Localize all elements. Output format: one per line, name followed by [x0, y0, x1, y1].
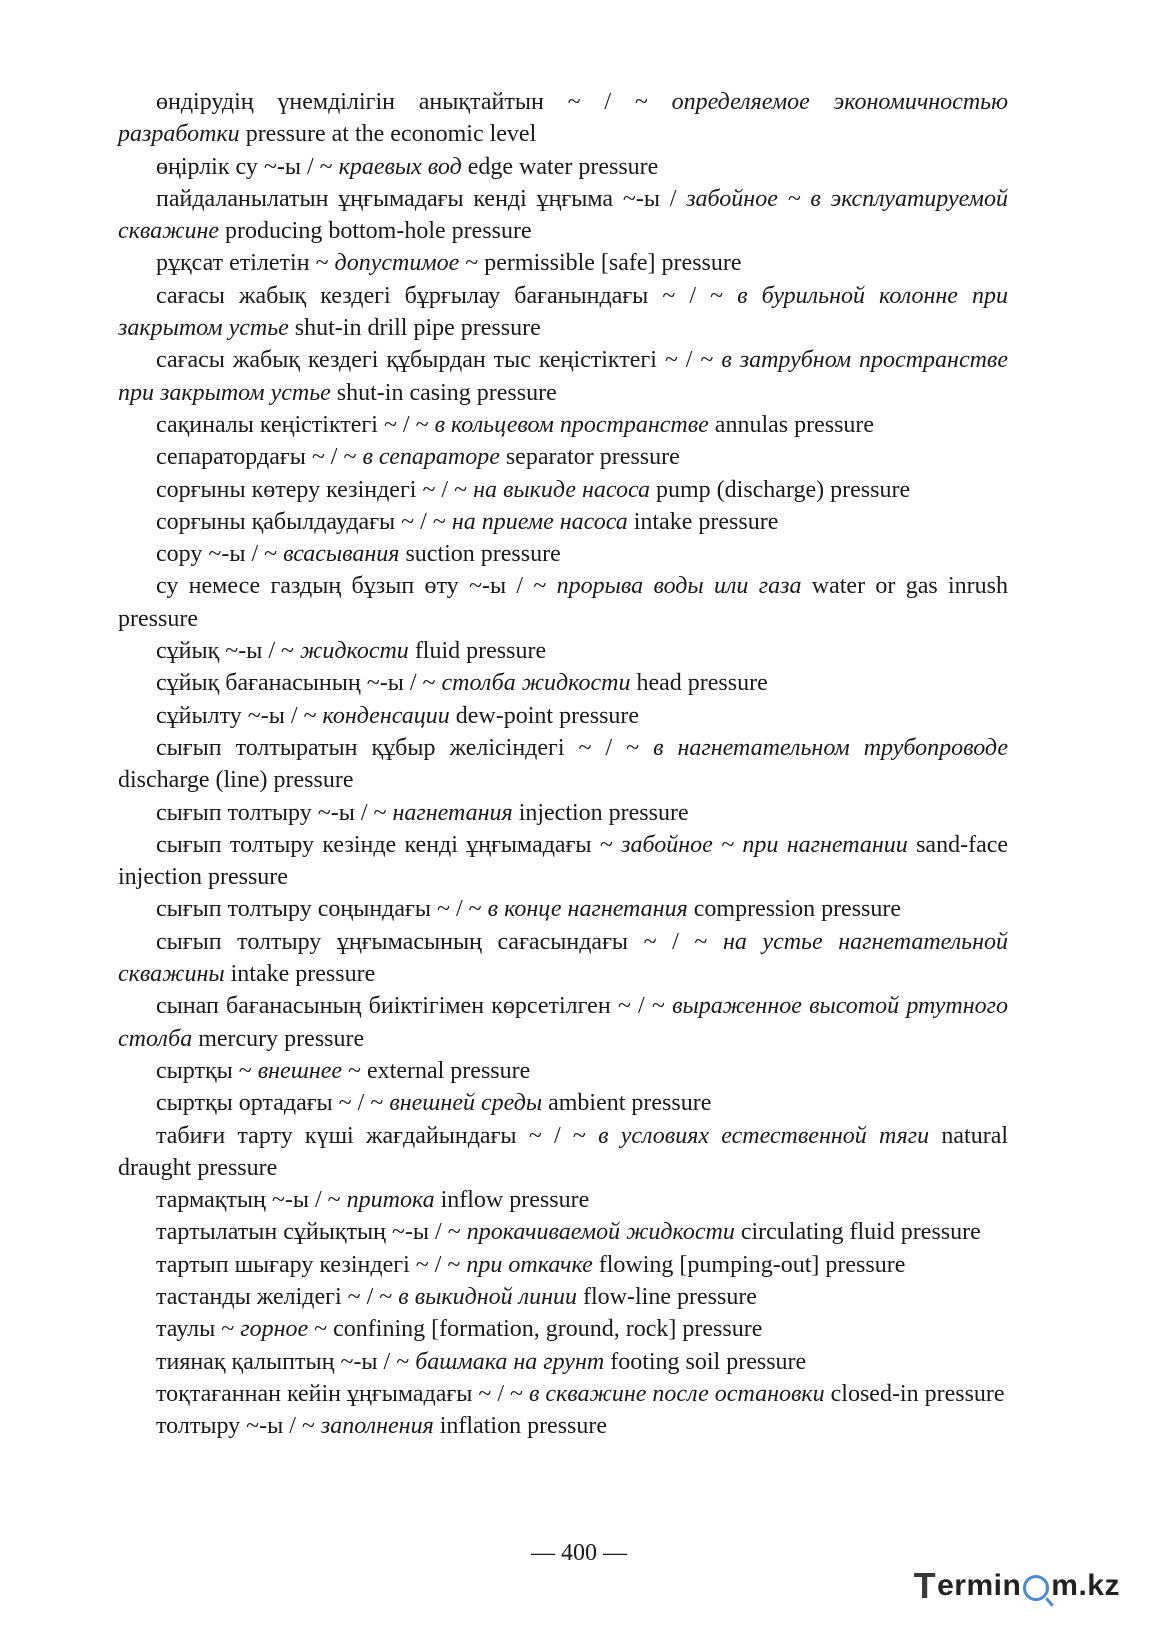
english-term: ambient pressure: [548, 1090, 712, 1117]
dictionary-entry: [118, 183, 1008, 248]
dictionary-entry: [118, 151, 1008, 183]
kazakh-term: тартылатын сұйықтың ~-ы / ~: [156, 1219, 461, 1246]
dictionary-entry: [118, 1346, 1008, 1378]
english-term: head pressure: [636, 670, 768, 697]
kazakh-term: өндірудің үнемділігін анықтайтын ~ / ~: [156, 89, 648, 115]
dictionary-entry: [118, 1087, 1008, 1119]
logo-t-glyph: T: [913, 1565, 937, 1606]
dictionary-entry: [118, 926, 1008, 991]
dictionary-entry: [118, 1313, 1008, 1345]
english-term: water or gas inrush pressure: [118, 573, 1008, 632]
english-term: producing bottom-hole pressure: [225, 218, 532, 245]
russian-term: в выкидной линии: [398, 1283, 578, 1310]
dictionary-entry: [118, 797, 1008, 829]
kazakh-term: рұқсат етілетін ~: [156, 250, 329, 277]
kazakh-term: сағасы жабық кездегі құбырдан тыс кеңістіктегі ~ / ~: [156, 347, 714, 374]
english-term: flow-line pressure: [583, 1283, 757, 1310]
kazakh-term: толтыру ~-ы / ~: [156, 1413, 315, 1440]
dictionary-entry: [118, 506, 1008, 538]
dictionary-entry: [118, 700, 1008, 732]
kazakh-term: сұйық ~-ы / ~: [156, 638, 295, 665]
english-term: footing soil pressure: [610, 1348, 807, 1375]
english-term: discharge (line) pressure: [118, 767, 354, 794]
russian-term: заполнения: [320, 1413, 434, 1440]
dictionary-entry: [118, 829, 1008, 894]
kazakh-term: сұйылту ~-ы / ~: [156, 702, 317, 729]
kazakh-term: тартып шығару кезіндегі ~ / ~: [156, 1251, 461, 1278]
dictionary-entry: [118, 1216, 1008, 1248]
dictionary-entry: [118, 441, 1008, 473]
kazakh-term: сорғыны қабылдаудағы ~ / ~: [156, 508, 446, 535]
russian-term: в кольцевом пространстве: [434, 411, 709, 438]
russian-term: в нагнетательном трубопроводе: [653, 734, 1008, 761]
kazakh-term: сепаратордағы ~ / ~: [156, 444, 357, 471]
russian-term: краевых вод: [338, 153, 462, 180]
russian-term: в конце нагнетания: [487, 896, 688, 923]
english-term: dew-point pressure: [455, 702, 640, 729]
magnifier-icon: [1023, 1575, 1049, 1601]
kazakh-term: таулы ~: [156, 1316, 235, 1343]
kazakh-term: сығып толтыру ~-ы / ~: [156, 799, 387, 826]
kazakh-term: сағасы жабық кездегі бұрғылау бағанындағы ~ / ~: [156, 282, 724, 309]
dictionary-entry: [118, 344, 1008, 409]
russian-term: на устье нагнетательной скважины: [118, 928, 1009, 988]
dictionary-entry: [118, 667, 1008, 699]
russian-term: жидкости: [300, 638, 409, 665]
kazakh-term: тастанды желідегі ~ / ~: [156, 1283, 393, 1310]
english-term: sand-face injection pressure: [118, 831, 1009, 891]
dictionary-entry: [118, 1184, 1008, 1216]
english-term: pump (discharge) pressure: [655, 476, 911, 503]
dictionary-entry: [118, 1281, 1008, 1313]
dictionary-entry: [118, 474, 1008, 506]
kazakh-term: тармақтың ~-ы / ~: [156, 1187, 341, 1214]
russian-term: нагнетания: [392, 799, 513, 826]
russian-term: выраженное высотой ртутного столба: [118, 993, 1009, 1052]
english-term: mercury pressure: [198, 1025, 365, 1052]
english-term: intake pressure: [230, 961, 376, 988]
dictionary-entry: [118, 538, 1008, 570]
russian-term: при откачке: [466, 1251, 593, 1278]
russian-term: конденсации: [322, 702, 450, 729]
english-term: intake pressure: [633, 508, 779, 535]
kazakh-term: тоқтағаннан кейін ұңғымадағы ~ / ~: [156, 1380, 523, 1407]
dictionary-entry: [118, 86, 1008, 151]
russian-term: на приеме насоса: [451, 508, 628, 535]
kazakh-term: пайдаланылатын ұңғымадағы кенді ұңғыма ~-ы /: [156, 185, 677, 212]
dictionary-entry: [118, 570, 1008, 635]
english-term: shut-in drill pipe pressure: [294, 315, 541, 342]
english-term: annulas pressure: [714, 411, 875, 438]
kazakh-term: сығып толтыру кезінде кенді ұңғымадағы ~: [156, 831, 613, 858]
dictionary-entry: [118, 1378, 1008, 1410]
english-term: edge water pressure: [467, 153, 659, 180]
kazakh-term: сыртқы ортадағы ~ / ~: [156, 1090, 384, 1117]
kazakh-term: сыртқы ~: [156, 1057, 252, 1084]
english-term: pressure at the economic level: [245, 121, 537, 148]
dictionary-entry: [118, 635, 1008, 667]
logo-text-left: ermin: [937, 1569, 1022, 1602]
dictionary-page: [118, 86, 1008, 1442]
english-term: compression pressure: [693, 896, 902, 923]
english-term: shut-in casing pressure: [336, 379, 557, 406]
dictionary-entry: [118, 893, 1008, 925]
russian-term: в затрубном пространстве при закрытом устье: [118, 347, 1009, 406]
english-term: inflation pressure: [439, 1413, 608, 1440]
english-term: circulating fluid pressure: [740, 1219, 981, 1246]
dictionary-entry: [118, 1249, 1008, 1281]
russian-term: притока: [346, 1187, 435, 1214]
english-term: injection pressure: [518, 799, 689, 826]
english-term: flowing [pumping-out] pressure: [598, 1251, 906, 1278]
english-term: fluid pressure: [414, 638, 547, 665]
russian-term: всасывания: [283, 541, 400, 568]
page-number: — 400 —: [531, 1540, 627, 1566]
russian-term: башмака на грунт: [415, 1348, 605, 1375]
russian-term: внешней среды: [389, 1090, 543, 1117]
kazakh-term: сығып толтыру ұңғымасының сағасындағы ~ / ~: [156, 928, 708, 955]
kazakh-term: сынап бағанасының биіктігімен көрсетілген ~ / ~: [156, 993, 665, 1020]
russian-term: на выкиде насоса: [473, 476, 650, 503]
kazakh-term: өңірлік су ~-ы / ~: [156, 153, 333, 180]
russian-term: допустимое: [334, 250, 460, 277]
kazakh-term: су немесе газдың бұзып өту ~-ы / ~: [156, 573, 547, 600]
russian-term: в условиях естественной тяги: [598, 1122, 930, 1149]
russian-term: в скважине после остановки: [528, 1380, 825, 1407]
russian-term: забойное ~ при нагнетании: [621, 831, 908, 858]
english-term: natural draught pressure: [118, 1122, 1009, 1181]
kazakh-term: сығып толтыратын құбыр желісіндегі ~ / ~: [156, 734, 640, 761]
kazakh-term: сорғыны көтеру кезіндегі ~ / ~: [156, 476, 468, 503]
english-term: separator pressure: [505, 444, 680, 471]
english-term: ~ external pressure: [348, 1057, 531, 1084]
termincom-logo: [914, 1565, 1120, 1607]
kazakh-term: табиғи тарту күші жағдайындағы ~ / ~: [156, 1122, 586, 1149]
kazakh-term: тиянақ қалыптың ~-ы / ~: [156, 1348, 410, 1375]
kazakh-term: сұйық бағанасының ~-ы / ~: [156, 670, 436, 697]
russian-term: горное: [240, 1316, 309, 1343]
dictionary-entry: [118, 1055, 1008, 1087]
dictionary-entry: [118, 280, 1008, 345]
russian-term: определяемое экономичностью разработки: [118, 89, 1008, 148]
english-term: closed-in pressure: [830, 1380, 1005, 1407]
english-term: ~ permissible [safe] pressure: [465, 250, 742, 277]
russian-term: столба жидкости: [441, 670, 631, 697]
dictionary-entry: [118, 732, 1008, 797]
russian-term: прорыва воды или газа: [556, 573, 802, 600]
dictionary-entry: [118, 409, 1008, 441]
russian-term: внешнее: [257, 1057, 343, 1084]
dictionary-entry: [118, 1120, 1008, 1185]
russian-term: в бурильной колонне при закрытом устье: [118, 282, 1008, 342]
kazakh-term: сығып толтыру соңындағы ~ / ~: [156, 896, 482, 923]
dictionary-entry: [118, 1410, 1008, 1442]
russian-term: в сепараторе: [362, 444, 500, 471]
english-term: inflow pressure: [440, 1187, 590, 1214]
russian-term: прокачиваемой жидкости: [466, 1219, 735, 1246]
kazakh-term: сору ~-ы / ~: [156, 541, 278, 568]
russian-term: забойное ~ в эксплуатируемой скважине: [118, 185, 1008, 245]
dictionary-entry: [118, 247, 1008, 279]
kazakh-term: сақиналы кеңістіктегі ~ / ~: [156, 411, 429, 438]
logo-text-right: m.kz: [1051, 1569, 1120, 1602]
english-term: ~ confining [formation, ground, rock] pressure: [314, 1316, 763, 1343]
english-term: suction pressure: [405, 541, 561, 568]
dictionary-entry: [118, 990, 1008, 1055]
